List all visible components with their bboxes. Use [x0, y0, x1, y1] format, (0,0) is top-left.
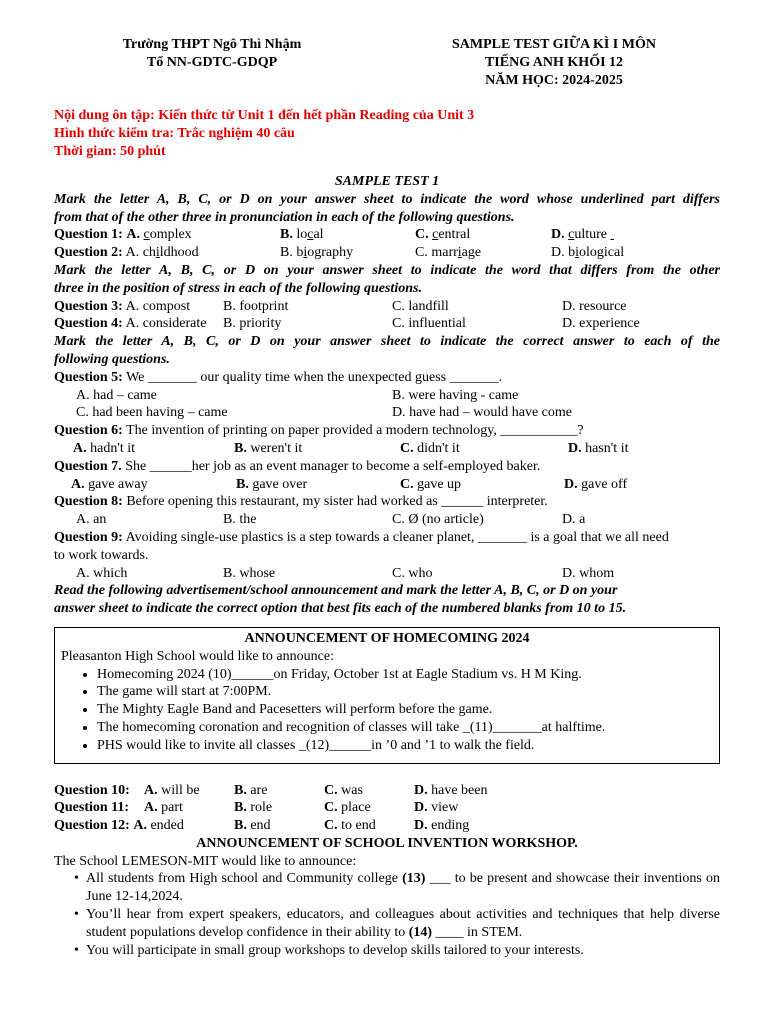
homecoming-title: ANNOUNCEMENT OF HOMECOMING 2024 [244, 630, 530, 646]
test-heading-line1: SAMPLE TEST GIỮA KÌ I MÔN [452, 37, 656, 52]
list-item: • PHS would like to invite all classes _(12)______in ’0 and ’1 to walk the field. [97, 737, 713, 755]
department-name: Tổ NN-GDTC-GDQP [146, 55, 278, 70]
test-duration: Thời gian: 50 phút [54, 144, 166, 159]
question-9-cont: to work towards. [54, 547, 149, 563]
instruction-pronunciation-line1: Mark the letter A, B, C, or D on your answer sheet to indicate the word whose underlined part differs [54, 191, 720, 207]
instruction-correct-line2: following questions. [54, 351, 170, 367]
homecoming-announcement [54, 627, 720, 764]
invention-intro: The School LEMESON-MIT would like to announce: [54, 853, 357, 869]
school-name: Trường THPT Ngô Thì Nhậm [122, 37, 302, 52]
question-3: Question 3: A. compost B. footprint C. landfill D. resource [54, 298, 627, 314]
question-10: Question 10: A. will be B. are C. was D. have been [54, 782, 488, 798]
homecoming-list [61, 666, 713, 755]
list-item: • The homecoming coronation and recognition of classes will take _(11)_______at halftime. [97, 719, 713, 737]
question-label: Question 1: [54, 227, 123, 243]
homecoming-intro: Pleasanton High School would like to announce: [61, 648, 334, 664]
question-6-options: A. hadn't it B. weren't it C. didn't it D. hasn't it [73, 440, 629, 456]
question-5: Question 5: We _______ our quality time when the unexpected guess _______. [54, 369, 503, 385]
test-info [54, 107, 720, 161]
list-item: • You will participate in small group workshops to develop skills tailored to your interests. [74, 942, 720, 960]
instruction-reading-line2: answer sheet to indicate the correct option that best fits each of the numbered blanks from 10 to 15. [54, 601, 627, 617]
list-item: • You’ll hear from expert speakers, educators, and colleagues about activities and techniques that help diverse student populations develop confidence in their ability to (14) ____ in STEM. [74, 906, 720, 942]
test-title-block [354, 36, 754, 90]
question-1: Question 1: A. complex B. local C. central D. culture [54, 227, 607, 243]
document-header [54, 36, 720, 94]
question-4: Question 4: A. considerate B. priority C. influential D. experience [54, 316, 640, 332]
question-9-options: A. which B. whose C. who D. whom [76, 565, 615, 581]
list-item: • The Mighty Eagle Band and Pacesetters will perform before the game. [97, 701, 713, 719]
question-5-options-cd: C. had been having – came D. have had – would have come [76, 405, 572, 421]
invention-list [54, 870, 720, 959]
question-8: Question 8: Before opening this restaurant, my sister had worked as ______ interpreter. [54, 494, 548, 510]
invention-announcement [54, 870, 720, 959]
document-page [54, 36, 720, 959]
question-12: Question 12: A. ended B. end C. to end D. ending [54, 818, 470, 834]
question-11: Question 11: A. part B. role C. place D. view [54, 800, 459, 816]
instruction-stress-line2: three in the position of stress in each of the following questions. [54, 280, 422, 296]
sample-test-title: SAMPLE TEST 1 [334, 174, 440, 189]
test-format: Hình thức kiểm tra: Trắc nghiệm 40 câu [54, 126, 295, 141]
instruction-stress-line1: Mark the letter A, B, C, or D on your answer sheet to indicate the word that differs from the other [54, 262, 720, 278]
test-heading-line2: TIẾNG ANH KHỐI 12 [484, 55, 624, 70]
question-6: Question 6: The invention of printing on paper provided a modern technology, ___________? [54, 423, 584, 439]
list-item: • All students from High school and Community college (13) ___ to be present and showcase their inventions on June 12-14,2024. [74, 870, 720, 906]
question-8-options: A. an B. the C. Ø (no article) D. a [76, 512, 586, 528]
question-label: Question 2: [54, 245, 123, 261]
question-7-options: A. gave away B. gave over C. gave up D. gave off [71, 476, 628, 492]
question-9: Question 9: Avoiding single-use plastics is a step towards a cleaner planet, _______ is a goal that we all need [54, 529, 669, 545]
instruction-reading-line1: Read the following advertisement/school announcement and mark the letter A, B, C, or D on your [54, 583, 618, 599]
instruction-pronunciation-line2: from that of the other three in pronunciation in each of the following questions. [54, 209, 515, 225]
review-content: Nội dung ôn tập: Kiến thức từ Unit 1 đến hết phần Reading của Unit 3 [54, 108, 475, 123]
list-item: • Homecoming 2024 (10)______on Friday, October 1st at Eagle Stadium vs. H M King. [97, 666, 713, 684]
invention-title: ANNOUNCEMENT OF SCHOOL INVENTION WORKSHOP. [196, 835, 578, 851]
question-2: Question 2: A. childhood B. biography C. marriage D. biological [54, 245, 625, 261]
school-year: NĂM HỌC: 2024-2025 [485, 73, 623, 88]
instruction-correct-line1: Mark the letter A, B, C, or D on your answer sheet to indicate the correct answer to each of the [54, 334, 720, 350]
question-5-options-ab: A. had – came B. were having - came [76, 387, 519, 403]
list-item: • The game will start at 7:00PM. [97, 683, 713, 701]
question-7: Question 7. She ______her job as an event manager to become a self-employed baker. [54, 458, 541, 474]
school-block [54, 36, 370, 72]
